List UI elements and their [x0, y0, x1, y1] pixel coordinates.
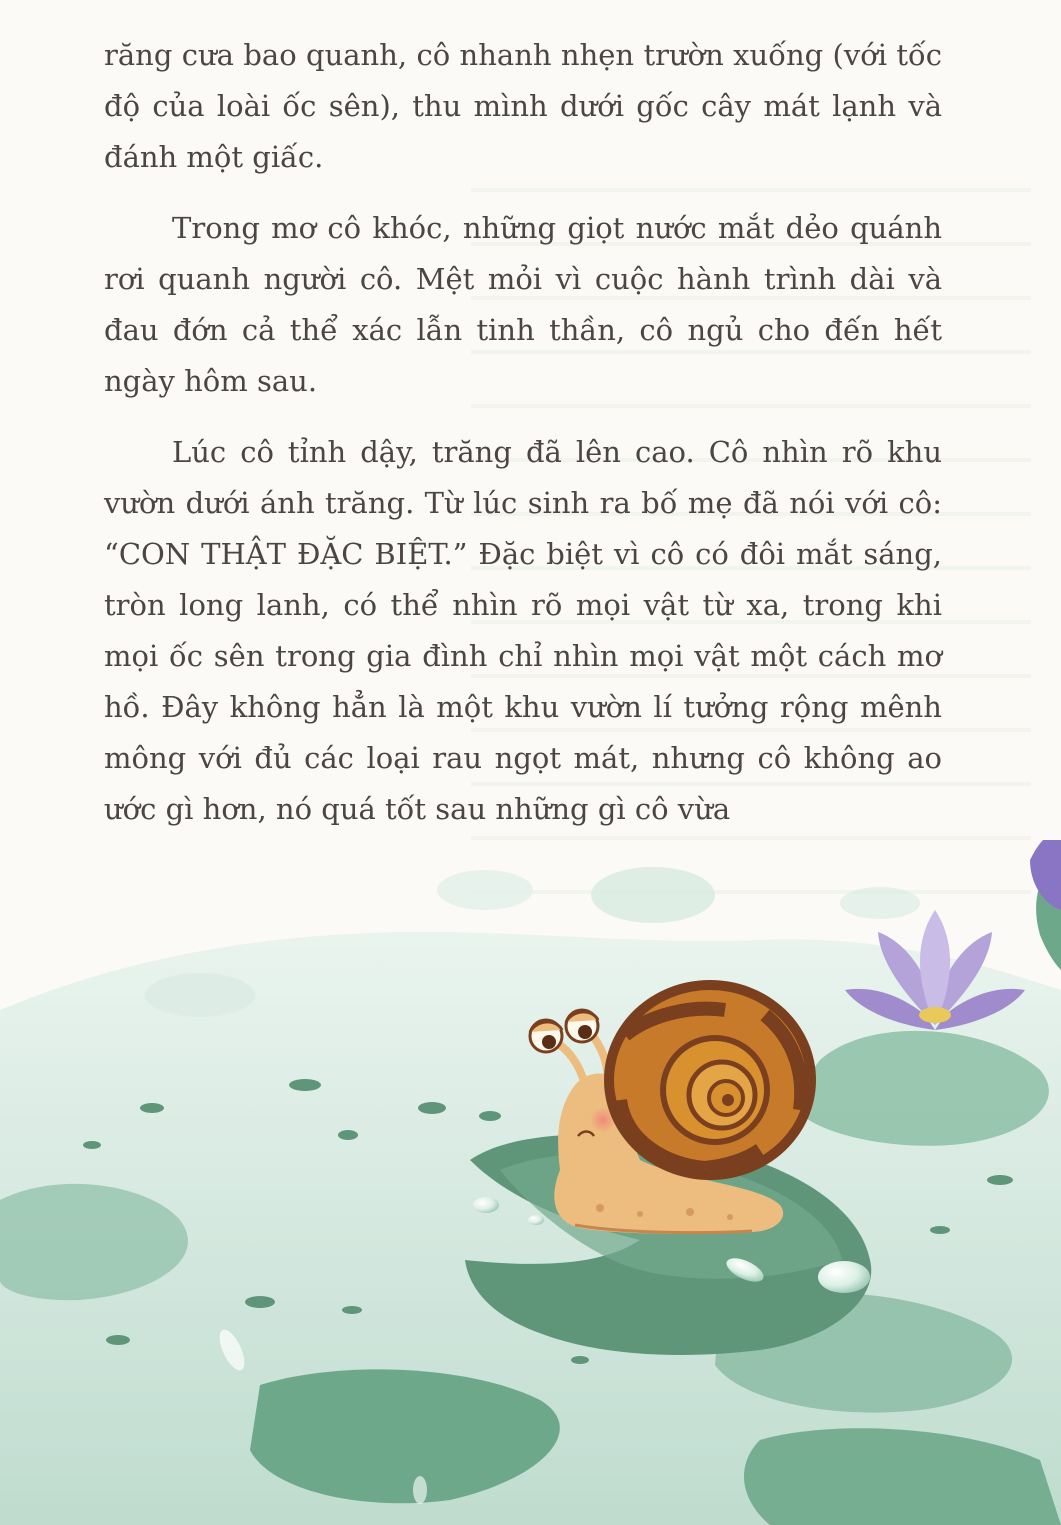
pond-illustration: [0, 840, 1061, 1525]
paragraph-3: Lúc cô tỉnh dậy, trăng đã lên cao. Cô nhìn rõ khu vườn dưới ánh trăng. Từ lúc sinh ra bố mẹ đã nói với cô: “CON THẬT ĐẶC BIỆT.” Đặc biệt vì cô có đôi mắt sáng, tròn long lanh, có thể nhìn rõ mọi vật từ xa, trong khi mọi ốc sên trong gia đình chỉ nhìn mọi vật một cách mơ hồ. Đây không hẳn là một khu vườn lí tưởng rộng mênh mông với đủ các loại rau ngọt mát, nhưng cô không ao ước gì hơn, nó quá tốt sau những gì cô vừa: [104, 435, 942, 826]
water-drop-icon: [145, 973, 255, 1017]
water-drop-icon: [437, 870, 533, 910]
water-drop-icon: [591, 867, 715, 923]
paragraph-2: Trong mơ cô khóc, những giọt nước mắt dẻo quánh rơi quanh người cô. Mệt mỏi vì cuộc hành trình dài và đau đớn cả thể xác lẫn tinh thần, cô ngủ cho đến hết ngày hôm sau.: [104, 211, 942, 398]
water-drop-icon: [473, 1197, 499, 1213]
water-drop-icon: [840, 887, 920, 919]
lily-bud-icon: [1030, 840, 1061, 970]
water-drop-icon: [528, 1215, 544, 1225]
water-drop-icon: [818, 1261, 870, 1293]
story-text: [104, 30, 942, 855]
paragraph-1: răng cưa bao quanh, cô nhanh nhẹn trườn xuống (với tốc độ của loài ốc sên), thu mình dưới gốc cây mát lạnh và đánh một giấc.: [104, 38, 942, 174]
water-drop-icon: [413, 1476, 427, 1504]
